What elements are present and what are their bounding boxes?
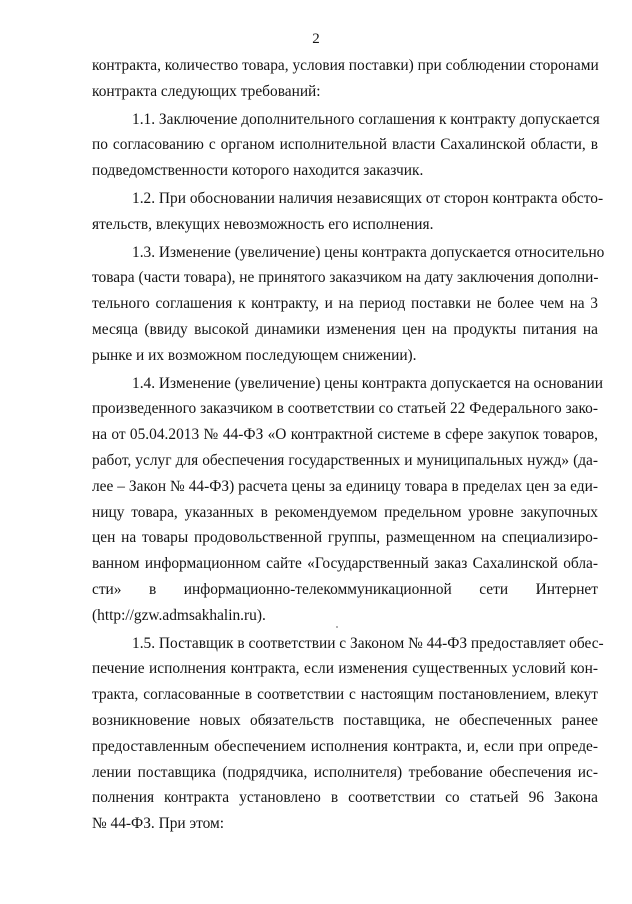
text-line: рынке и их возможном последующем снижении). — [92, 346, 417, 364]
document-body — [92, 53, 605, 837]
text-line: ницу товара, указанных в рекомендуемом предельном уровне закупочных — [92, 503, 598, 521]
text-line: лее – Закон № 44-ФЗ) расчета цены за единицу товара в пределах цен за еди- — [92, 477, 598, 495]
paragraph-1-4 — [92, 371, 603, 629]
text-line: лении поставщика (подрядчика, исполнителя) требование обеспечения ис- — [92, 763, 598, 781]
text-line: контракта, количество товара, условия поставки) при соблюдении сторонами — [92, 57, 599, 74]
text-line: цен на товары продовольственной группы, размещенном на специализиро- — [92, 529, 598, 547]
text-line: по согласованию с органом исполнительной власти Сахалинской области, в — [92, 136, 598, 154]
text-line: на от 05.04.2013 № 44-ФЗ «О контрактной системе в сфере закупок товаров, — [92, 426, 598, 444]
text-line: ванном информационном сайте «Государственный заказ Сахалинской обла- — [92, 555, 598, 573]
text-line: произведенного заказчиком в соответствии со статьей 22 Федерального зако- — [92, 400, 598, 418]
text-line: предоставленным обеспечением исполнения контракта, и, если при опреде- — [92, 737, 598, 755]
text-line: печение исполнения контракта, если изменения существенных условий кон- — [92, 660, 598, 678]
scan-speck — [336, 626, 338, 628]
text-line: № 44-ФЗ. При этом: — [92, 815, 225, 833]
text-line: месяца (ввиду высокой динамики изменения цен на продукты питания на — [92, 320, 598, 338]
text-line: тракта, согласованные в соответствии с настоящим постановлением, влекут — [92, 686, 598, 704]
paragraph-1-1 — [92, 107, 598, 184]
paragraph-intro — [92, 53, 598, 105]
text-line: полнения контракта установлено в соответствии со статьей 96 Закона — [92, 789, 598, 807]
text-line: сти» в информационно-телекоммуникационной сети Интернет — [92, 580, 598, 598]
paragraph-1-3 — [92, 240, 605, 369]
text-line: возникновение новых обязательств поставщика, не обеспеченных ранее — [92, 711, 598, 729]
paragraph-1-5 — [92, 631, 604, 837]
text-line: ятельств, влекущих невозможность его исполнения. — [92, 215, 434, 233]
text-line: подведомственности которого находится заказчик. — [92, 162, 424, 180]
text-line: тельного соглашения к контракту, и на период поставки не более чем на 3 — [92, 295, 598, 313]
text-line: (http://gzw.admsakhalin.ru). — [92, 606, 266, 624]
text-line: 1.2. При обосновании наличия независящих от сторон контракта обсто- — [132, 189, 604, 207]
paragraph-1-2 — [92, 186, 604, 238]
page-number: 2 — [312, 31, 320, 47]
text-line: 1.5. Поставщик в соответствии с Законом № 44-ФЗ предоставляет обес- — [132, 634, 604, 652]
text-line: 1.3. Изменение (увеличение) цены контракта допускается относительно — [132, 243, 605, 261]
text-line: 1.1. Заключение дополнительного соглашения к контракту допускается — [132, 110, 600, 128]
text-line: работ, услуг для обеспечения государственных и муниципальных нужд» (да- — [92, 451, 598, 469]
text-line: 1.4. Изменение (увеличение) цены контракта допускается на основании — [132, 374, 603, 392]
text-line: контракта следующих требований: — [92, 82, 321, 100]
text-line: товара (части товара), не принятого заказчиком на дату заключения дополни- — [92, 269, 599, 287]
